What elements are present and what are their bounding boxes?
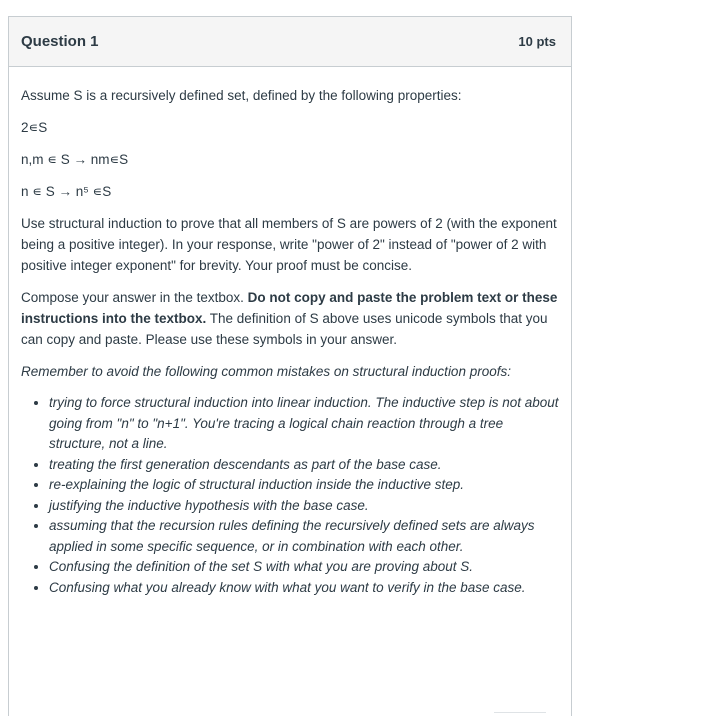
question-title: Question 1	[21, 33, 99, 50]
list-item: • Confusing what you already know with what you want to verify in the base case.	[49, 578, 559, 599]
rule-base: 2∊S	[21, 120, 48, 135]
mistakes-list	[21, 393, 559, 598]
question-points: 10 pts	[518, 34, 556, 49]
compose-prefix: Compose your answer in the textbox.	[21, 290, 248, 305]
compose-suffix: The definition of S above uses unicode symbols that you can copy and paste. Please use these symbols in your answer.	[21, 311, 548, 347]
list-item: • treating the first generation descendants as part of the base case.	[49, 455, 559, 476]
list-item: • trying to force structural induction into linear induction. The inductive step is not about going from "n" to "n+1". You're tracing a logical chain reaction through a tree structure, not a line.	[49, 393, 559, 455]
list-item: • justifying the inductive hypothesis with the base case.	[49, 496, 559, 517]
compose-warning: Do not copy and paste the problem text or these instructions into the textbox.	[21, 290, 558, 326]
question-body	[9, 67, 571, 598]
rule-product: n,m ∊ S → nm∊S	[21, 152, 129, 167]
list-item: • re-explaining the logic of structural induction inside the inductive step.	[49, 475, 559, 496]
question-card	[8, 16, 572, 716]
task-paragraph: Use structural induction to prove that all members of S are powers of 2 (with the exponent being a positive integer). In your response, write "power of 2" instead of "power of 2 with positive integer exponent" for brevity. Your proof must be concise.	[21, 216, 557, 273]
question-intro: Assume S is a recursively defined set, defined by the following properties:	[21, 88, 462, 103]
question-header	[9, 17, 571, 67]
rule-power: n ∊ S → n⁵ ∊S	[21, 184, 112, 199]
mistakes-intro: Remember to avoid the following common mistakes on structural induction proofs:	[21, 364, 511, 379]
list-item: • assuming that the recursion rules defining the recursively defined sets are always applied in some specific sequence, or in combination with each other.	[49, 516, 559, 557]
list-item: • Confusing the definition of the set S with what you are proving about S.	[49, 557, 559, 578]
compose-paragraph	[21, 287, 559, 350]
